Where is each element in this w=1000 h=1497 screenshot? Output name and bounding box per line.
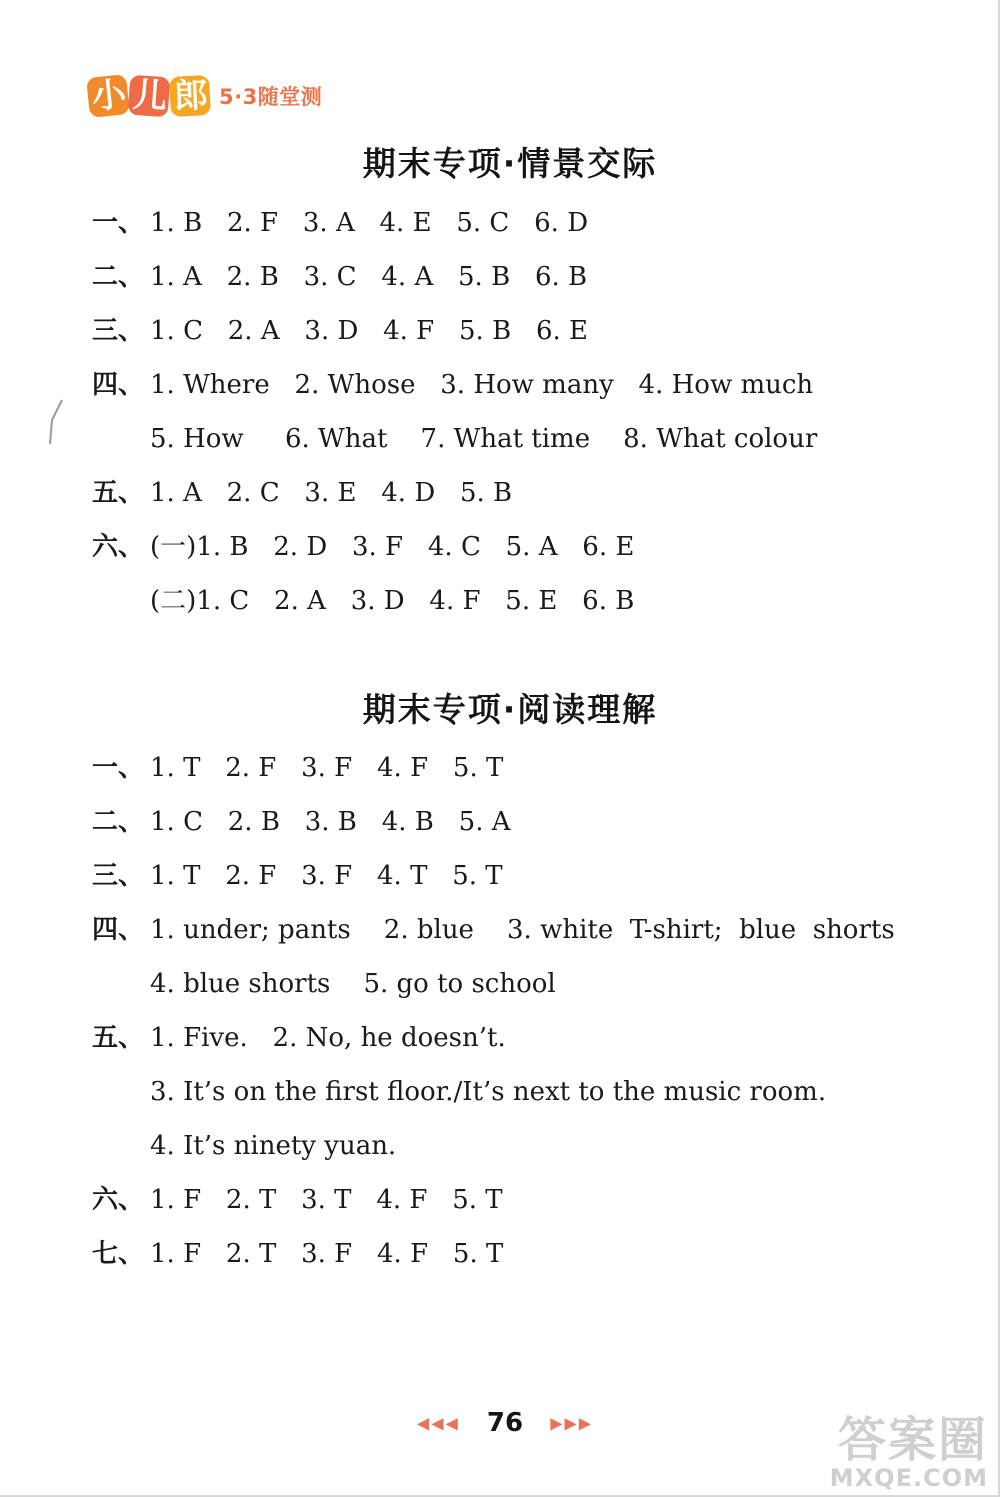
question-number: 七、 xyxy=(92,1239,145,1269)
answer-text: 1. Five. 2. No, he doesn’t. xyxy=(150,1023,506,1053)
answer-text: (一)1. B 2. D 3. F 4. C 5. A 6. E xyxy=(150,532,635,562)
answer-line xyxy=(92,751,503,785)
logo-char-1: 小 xyxy=(86,74,130,118)
question-number: 一、 xyxy=(92,753,145,783)
answer-line xyxy=(92,805,511,839)
answer-text: 4. It’s ninety yuan. xyxy=(150,1131,397,1161)
question-number: 六、 xyxy=(92,1185,145,1215)
answer-line xyxy=(92,476,512,510)
answer-line xyxy=(92,314,588,348)
page-number: 76 xyxy=(486,1408,524,1438)
question-number: 四、 xyxy=(92,370,145,400)
answer-text: 1. F 2. T 3. F 4. F 5. T xyxy=(150,1239,504,1269)
answer-line xyxy=(92,368,813,402)
left-arrows-icon: ◀◀◀ xyxy=(416,1413,460,1433)
watermark-url: MXQE.COM xyxy=(829,1463,988,1492)
answer-text: 1. T 2. F 3. F 4. F 5. T xyxy=(150,753,504,783)
answer-text: 5. How 6. What 7. What time 8. What colour xyxy=(150,424,818,454)
right-arrows-icon: ▶▶▶ xyxy=(550,1413,594,1433)
section-title-dialogue: 期末专项·情景交际 xyxy=(362,144,658,183)
answer-line xyxy=(150,1075,826,1109)
answer-text: 1. A 2. B 3. C 4. A 5. B 6. B xyxy=(150,262,588,292)
question-number: 二、 xyxy=(92,262,145,292)
answer-text: 1. Where 2. Whose 3. How many 4. How much xyxy=(150,370,814,400)
question-number: 六、 xyxy=(92,532,145,562)
answer-text: 1. B 2. F 3. A 4. E 5. C 6. D xyxy=(150,208,589,238)
logo-char-3: 郎 xyxy=(169,75,211,117)
question-number: 二、 xyxy=(92,807,145,837)
answer-text: 1. under; pants 2. blue 3. white T-shirt; blue shorts xyxy=(150,915,895,945)
answer-text: 1. C 2. A 3. D 4. F 5. B 6. E xyxy=(150,316,589,346)
pencil-scratch-mark xyxy=(44,398,68,448)
answer-text: 3. It’s on the first floor./It’s next to the music room. xyxy=(150,1077,827,1107)
watermark-logo: 答案圈 xyxy=(837,1412,988,1469)
answer-text: 1. C 2. B 3. B 4. B 5. A xyxy=(150,807,511,837)
answer-line xyxy=(150,967,556,1001)
brand-header xyxy=(88,72,322,120)
answer-line xyxy=(92,530,634,564)
section-title-reading: 期末专项·阅读理解 xyxy=(362,690,658,729)
question-number: 三、 xyxy=(92,861,145,891)
brand-logo xyxy=(88,76,211,116)
brand-subtitle: 5·3随堂测 xyxy=(219,85,323,109)
question-number: 三、 xyxy=(92,316,145,346)
answer-line xyxy=(92,260,587,294)
answer-text: (二)1. C 2. A 3. D 4. F 5. E 6. B xyxy=(150,586,635,616)
answer-line xyxy=(92,206,588,240)
answer-line xyxy=(92,1021,506,1055)
question-number: 五、 xyxy=(92,1023,145,1053)
question-number: 五、 xyxy=(92,478,145,508)
answer-line xyxy=(92,913,895,947)
answer-text: 4. blue shorts 5. go to school xyxy=(150,969,556,999)
watermark xyxy=(829,1412,988,1492)
answer-line xyxy=(92,1183,503,1217)
logo-char-2: 儿 xyxy=(128,75,171,118)
answer-text: 1. A 2. C 3. E 4. D 5. B xyxy=(150,478,513,508)
answer-line xyxy=(92,859,503,893)
answer-line xyxy=(150,584,634,618)
answer-text: 1. F 2. T 3. T 4. F 5. T xyxy=(150,1185,503,1215)
answer-line xyxy=(92,1237,503,1271)
question-number: 四、 xyxy=(92,915,145,945)
question-number: 一、 xyxy=(92,208,145,238)
answer-text: 1. T 2. F 3. F 4. T 5. T xyxy=(150,861,503,891)
answer-line xyxy=(150,1129,396,1163)
answer-line xyxy=(150,422,817,456)
